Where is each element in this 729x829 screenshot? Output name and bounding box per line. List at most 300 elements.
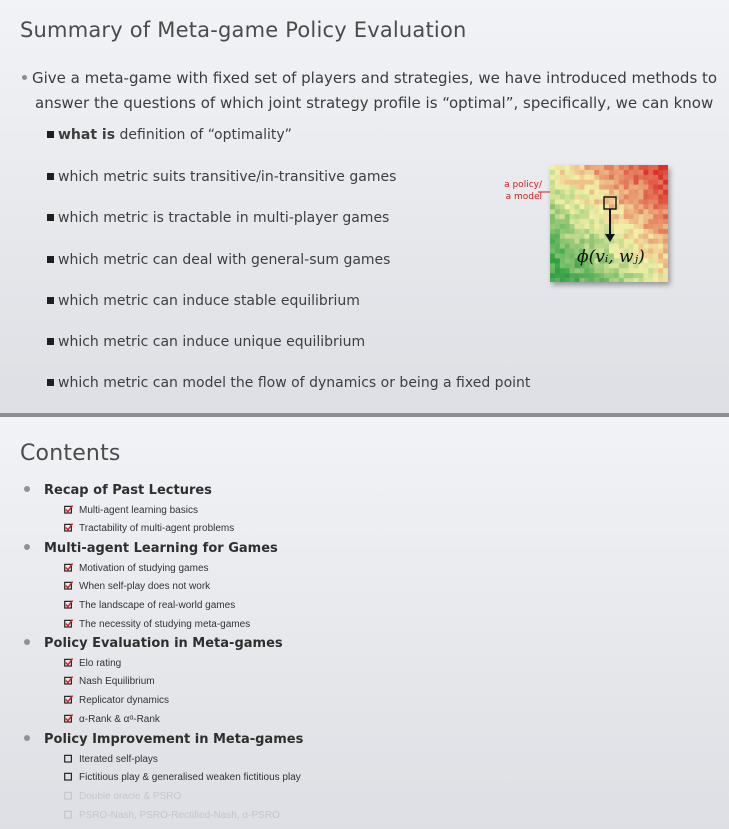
heatmap-cell: [639, 175, 644, 180]
heatmap-cell: [663, 224, 668, 229]
heatmap-cell: [560, 214, 565, 219]
heatmap-cell: [575, 224, 580, 229]
heatmap-cell: [580, 165, 585, 170]
heatmap-cell: [663, 239, 668, 244]
heatmap-cell: [653, 204, 658, 209]
heatmap-cell: [653, 175, 658, 180]
heatmap-cell: [648, 239, 653, 244]
heatmap-cell: [570, 234, 575, 239]
summary-slide: [0, 0, 729, 413]
heatmap-cell: [653, 249, 658, 254]
heatmap-cell: [643, 219, 648, 224]
unchecked-box-icon: [64, 791, 73, 800]
contents-item: [64, 600, 235, 611]
heatmap-cell: [594, 273, 599, 278]
heatmap-cell: [565, 263, 570, 268]
heatmap-cell: [624, 239, 629, 244]
intro-paragraph: [22, 66, 722, 116]
heatmap-cell: [634, 239, 639, 244]
heatmap-cell: [589, 239, 594, 244]
heatmap-cell: [634, 273, 639, 278]
heatmap-cell: [555, 263, 560, 268]
heatmap-cell: [575, 273, 580, 278]
heatmap-cell: [589, 195, 594, 200]
heatmap-cell: [643, 199, 648, 204]
heatmap-cell: [555, 244, 560, 249]
heatmap-cell: [550, 190, 555, 195]
heatmap-cell: [653, 170, 658, 175]
heatmap-cell: [614, 190, 619, 195]
heatmap-cell: [584, 268, 589, 273]
formula-label: ϕ(vᵢ, wⱼ): [577, 247, 645, 267]
heatmap-cell: [619, 170, 624, 175]
heatmap-cell: [619, 209, 624, 214]
heatmap-cell: [599, 185, 604, 190]
heatmap-cell: [584, 199, 589, 204]
heatmap-cell: [594, 180, 599, 185]
heatmap-cell: [584, 219, 589, 224]
section-heading-text: Policy Evaluation in Meta-games: [44, 636, 283, 651]
heatmap-cell: [560, 209, 565, 214]
heatmap-cell: [580, 268, 585, 273]
summary-item: [47, 252, 390, 268]
heatmap-cell: [584, 224, 589, 229]
heatmap-cell: [624, 185, 629, 190]
heatmap-cell: [570, 219, 575, 224]
square-bullet-icon: [47, 297, 54, 304]
summary-item-text: which metric is tractable in multi-player games: [58, 210, 390, 226]
heatmap-cell: [580, 185, 585, 190]
heatmap-cell: [584, 234, 589, 239]
summary-item-text: which metric can deal with general-sum games: [58, 252, 391, 268]
section-heading: [24, 636, 283, 651]
heatmap-cell: [555, 229, 560, 234]
heatmap-cell: [663, 219, 668, 224]
contents-item-text: The landscape of real-world games: [79, 600, 236, 611]
heatmap-cell: [584, 185, 589, 190]
heatmap-cell: [594, 199, 599, 204]
heatmap-cell: [624, 224, 629, 229]
heatmap-cell: [619, 190, 624, 195]
heatmap-cell: [658, 278, 663, 282]
heatmap-cell: [550, 239, 555, 244]
heatmap-cell: [648, 185, 653, 190]
heatmap-cell: [639, 170, 644, 175]
heatmap-cell: [580, 180, 585, 185]
heatmap-cell: [629, 214, 634, 219]
heatmap-cell: [560, 195, 565, 200]
heatmap-cell: [663, 263, 668, 268]
heatmap-cell: [653, 180, 658, 185]
checked-box-icon: [64, 714, 73, 723]
heatmap-cell: [599, 209, 604, 214]
heatmap-cell: [653, 190, 658, 195]
heatmap-cell: [550, 254, 555, 259]
heatmap-cell: [639, 278, 644, 282]
heatmap-cell: [624, 180, 629, 185]
heatmap-cell: [648, 180, 653, 185]
heatmap-cell: [648, 263, 653, 268]
heatmap-cell: [584, 209, 589, 214]
section-heading: [24, 541, 278, 556]
heatmap-cell: [629, 239, 634, 244]
heatmap-cell: [584, 239, 589, 244]
heatmap-cell: [624, 204, 629, 209]
heatmap-cell: [575, 195, 580, 200]
heatmap-cell: [634, 219, 639, 224]
bullet-dot-icon: [24, 486, 30, 492]
heatmap-cell: [584, 165, 589, 170]
heatmap-cell: [663, 273, 668, 278]
heatmap-cell: [584, 229, 589, 234]
heatmap-cell: [565, 239, 570, 244]
heatmap-cell: [658, 263, 663, 268]
heatmap-cell: [653, 214, 658, 219]
heatmap-cell: [599, 214, 604, 219]
heatmap-cell: [609, 180, 614, 185]
heatmap-cell: [619, 224, 624, 229]
heatmap-cell: [629, 165, 634, 170]
heatmap-cell: [619, 229, 624, 234]
heatmap-cell: [580, 224, 585, 229]
heatmap-cell: [584, 214, 589, 219]
section-heading-text: Recap of Past Lectures: [44, 483, 212, 498]
heatmap-cell: [648, 195, 653, 200]
contents-item-text: The necessity of studying meta-games: [79, 619, 251, 630]
heatmap-cell: [550, 195, 555, 200]
heatmap-cell: [560, 180, 565, 185]
heatmap-cell: [580, 239, 585, 244]
heatmap-cell: [589, 180, 594, 185]
heatmap-cell: [589, 214, 594, 219]
heatmap-cell: [648, 273, 653, 278]
heatmap-cell: [614, 170, 619, 175]
square-bullet-icon: [47, 131, 54, 138]
heatmap-cell: [634, 199, 639, 204]
contents-item-text: Nash Equilibrium: [79, 676, 155, 687]
heatmap-cell: [589, 224, 594, 229]
heatmap-cell: [560, 273, 565, 278]
heatmap-cell: [658, 170, 663, 175]
heatmap-cell: [589, 278, 594, 282]
heatmap-cell: [614, 185, 619, 190]
heatmap-cell: [619, 219, 624, 224]
heatmap-cell: [589, 204, 594, 209]
heatmap-cell: [575, 219, 580, 224]
heatmap-cell: [575, 268, 580, 273]
heatmap-cell: [594, 278, 599, 282]
heatmap-cell: [555, 273, 560, 278]
contents-item-text: Iterated self-plays: [79, 754, 158, 765]
heatmap-cell: [589, 199, 594, 204]
heatmap-cell: [570, 204, 575, 209]
heatmap-cell: [575, 180, 580, 185]
heatmap-cell: [648, 204, 653, 209]
heatmap-cell: [643, 195, 648, 200]
heatmap-cell: [634, 185, 639, 190]
contents-item: [64, 563, 209, 574]
heatmap-cell: [658, 190, 663, 195]
heatmap-cell: [658, 199, 663, 204]
heatmap-cell: [575, 239, 580, 244]
contents-item: [64, 523, 234, 534]
heatmap-cell: [565, 254, 570, 259]
heatmap-cell: [609, 175, 614, 180]
heatmap-cell: [653, 278, 658, 282]
heatmap-cell: [619, 268, 624, 273]
heatmap-cell: [614, 219, 619, 224]
heatmap-cell: [555, 180, 560, 185]
heatmap-cell: [639, 204, 644, 209]
heatmap-cell: [629, 273, 634, 278]
heatmap-cell: [629, 278, 634, 282]
intro-line-2: answer the questions of which joint strategy profile is “optimal”, specifically, we can know: [35, 94, 714, 112]
heatmap-cell: [594, 170, 599, 175]
heatmap-cell: [594, 190, 599, 195]
heatmap-cell: [629, 170, 634, 175]
intro-line-1: Give a meta-game with fixed set of players and strategies, we have introduced methods to: [32, 69, 718, 87]
heatmap-cell: [658, 254, 663, 259]
heatmap-cell: [663, 254, 668, 259]
heatmap-cell: [565, 170, 570, 175]
heatmap-cell: [580, 190, 585, 195]
heatmap-cell: [614, 268, 619, 273]
heatmap-cell: [565, 273, 570, 278]
contents-item: [64, 791, 181, 802]
summary-item: [47, 169, 396, 185]
heatmap-cell: [658, 185, 663, 190]
heatmap-cell: [565, 180, 570, 185]
heatmap-cell: [619, 273, 624, 278]
heatmap-cell: [555, 199, 560, 204]
heatmap-cell: [653, 273, 658, 278]
heatmap-cell: [570, 199, 575, 204]
heatmap-cell: [658, 175, 663, 180]
checked-box-icon: [64, 505, 73, 514]
contents-item: [64, 754, 158, 765]
heatmap-cell: [663, 190, 668, 195]
heatmap-cell: [555, 254, 560, 259]
heatmap-cell: [658, 244, 663, 249]
heatmap-cell: [629, 268, 634, 273]
heatmap-cell: [663, 278, 668, 282]
heatmap-cell: [565, 190, 570, 195]
bullet-dot-icon: [24, 735, 30, 741]
heatmap-cell: [565, 219, 570, 224]
heatmap-cell: [609, 190, 614, 195]
heatmap-cell: [589, 185, 594, 190]
heatmap-cell: [550, 165, 555, 170]
heatmap-cell: [639, 180, 644, 185]
heatmap-cell: [604, 273, 609, 278]
section-heading: [24, 483, 212, 498]
heatmap-cell: [658, 209, 663, 214]
heatmap-cell: [639, 229, 644, 234]
heatmap-cell: [570, 229, 575, 234]
heatmap-cell: [599, 170, 604, 175]
heatmap-cell: [560, 199, 565, 204]
heatmap-cell: [624, 175, 629, 180]
heatmap-cell: [614, 273, 619, 278]
heatmap-cell: [663, 268, 668, 273]
heatmap-cell: [589, 165, 594, 170]
heatmap-cell: [555, 195, 560, 200]
heatmap-cell: [594, 165, 599, 170]
heatmap-cell: [663, 214, 668, 219]
heatmap-cell: [624, 195, 629, 200]
summary-item-lead: what is: [58, 127, 116, 143]
heatmap-cell: [634, 214, 639, 219]
heatmap-cell: [648, 175, 653, 180]
heatmap-cell: [609, 185, 614, 190]
heatmap-cell: [614, 234, 619, 239]
heatmap-cell: [614, 175, 619, 180]
heatmap-cell: [565, 258, 570, 263]
heatmap-cell: [584, 175, 589, 180]
checked-box-icon: [64, 676, 73, 685]
heatmap-cell: [658, 224, 663, 229]
heatmap-cell: [599, 268, 604, 273]
heatmap-cell: [629, 180, 634, 185]
heatmap-cell: [643, 180, 648, 185]
heatmap-cell: [639, 209, 644, 214]
heatmap-cell: [560, 278, 565, 282]
heatmap-cell: [580, 199, 585, 204]
heatmap-cell: [565, 165, 570, 170]
heatmap-cell: [648, 244, 653, 249]
contents-item-text: Replicator dynamics: [79, 695, 170, 706]
heatmap-cell: [589, 190, 594, 195]
heatmap-cell: [614, 209, 619, 214]
heatmap-cell: [643, 224, 648, 229]
heatmap-cell: [639, 234, 644, 239]
heatmap-cell: [639, 190, 644, 195]
heatmap-cell: [570, 278, 575, 282]
heatmap-cell: [663, 175, 668, 180]
heatmap-cell: [643, 268, 648, 273]
heatmap-cell: [589, 234, 594, 239]
heatmap-cell: [550, 249, 555, 254]
heatmap-cell: [584, 195, 589, 200]
heatmap-cell: [560, 234, 565, 239]
heatmap-cell: [643, 175, 648, 180]
heatmap-cell: [575, 209, 580, 214]
heatmap-cell: [648, 199, 653, 204]
policy-label-line-2: a model: [505, 192, 542, 202]
heatmap-cell: [560, 263, 565, 268]
heatmap-cell: [653, 224, 658, 229]
heatmap-cell: [604, 185, 609, 190]
heatmap-cell: [580, 219, 585, 224]
heatmap-cell: [653, 195, 658, 200]
summary-item-text: definition of “optimality”: [115, 127, 292, 143]
heatmap-cell: [584, 204, 589, 209]
checked-box-icon: [64, 563, 73, 572]
contents-item: [64, 772, 301, 783]
heatmap-cell: [550, 278, 555, 282]
heatmap-cell: [570, 190, 575, 195]
heatmap-cell: [575, 170, 580, 175]
heatmap-cell: [560, 204, 565, 209]
heatmap-cell: [658, 234, 663, 239]
heatmap-cell: [609, 170, 614, 175]
heatmap-cell: [589, 170, 594, 175]
contents-item-text: Multi-agent learning basics: [79, 505, 198, 516]
checked-box-icon: [64, 600, 73, 609]
heatmap-cell: [560, 224, 565, 229]
heatmap-cell: [565, 268, 570, 273]
heatmap-cell: [663, 244, 668, 249]
contents-item-text: Double oracle & PSRO: [79, 791, 182, 802]
heatmap-cell: [634, 224, 639, 229]
heatmap-cell: [648, 234, 653, 239]
heatmap-cell: [565, 199, 570, 204]
heatmap-cell: [629, 209, 634, 214]
heatmap-cell: [570, 254, 575, 259]
heatmap-cell: [555, 268, 560, 273]
heatmap-cell: [599, 219, 604, 224]
heatmap-cell: [663, 234, 668, 239]
heatmap-cell: [550, 229, 555, 234]
heatmap-cell: [575, 234, 580, 239]
heatmap-cell: [584, 170, 589, 175]
heatmap-cell: [634, 234, 639, 239]
heatmap-cell: [624, 229, 629, 234]
heatmap-cell: [599, 273, 604, 278]
section-heading: [24, 732, 303, 747]
heatmap-cell: [634, 209, 639, 214]
heatmap-cell: [555, 224, 560, 229]
section-heading-text: Policy Improvement in Meta-games: [44, 732, 304, 747]
heatmap-cell: [653, 229, 658, 234]
heatmap-cell: [658, 214, 663, 219]
heatmap-cell: [580, 175, 585, 180]
heatmap-cell: [619, 214, 624, 219]
heatmap-cell: [658, 165, 663, 170]
heatmap-cell: [604, 229, 609, 234]
heatmap-cell: [550, 263, 555, 268]
heatmap-cell: [653, 219, 658, 224]
heatmap-cell: [648, 165, 653, 170]
heatmap-cell: [643, 214, 648, 219]
payoff-heatmap: [550, 165, 668, 282]
heatmap-cell: [560, 175, 565, 180]
heatmap-cell: [614, 180, 619, 185]
heatmap-cell: [580, 170, 585, 175]
heatmap-cell: [599, 180, 604, 185]
summary-item: [47, 375, 530, 391]
heatmap-cell: [570, 195, 575, 200]
heatmap-cell: [565, 229, 570, 234]
heatmap-cell: [663, 204, 668, 209]
heatmap-cell: [594, 209, 599, 214]
heatmap-cell: [594, 185, 599, 190]
bullet-dot-icon: [22, 75, 27, 80]
heatmap-cell: [575, 175, 580, 180]
heatmap-cell: [619, 234, 624, 239]
heatmap-cell: [658, 273, 663, 278]
heatmap-cell: [653, 268, 658, 273]
heatmap-cell: [643, 204, 648, 209]
heatmap-cell: [624, 209, 629, 214]
heatmap-cell: [560, 170, 565, 175]
heatmap-cell: [594, 229, 599, 234]
checked-box-icon: [64, 695, 73, 704]
heatmap-cell: [624, 214, 629, 219]
heatmap-cell: [560, 249, 565, 254]
heatmap-cell: [550, 234, 555, 239]
heatmap-cell: [629, 190, 634, 195]
